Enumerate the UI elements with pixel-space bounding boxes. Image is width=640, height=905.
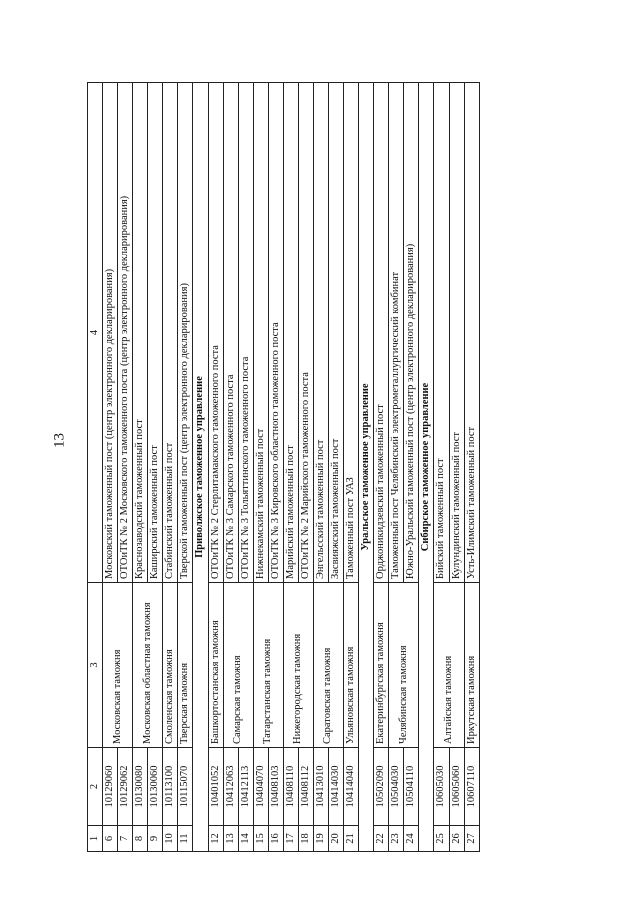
customs-office: Саратовская таможня [313, 583, 343, 748]
customs-post: Московский таможенный пост (центр электронного декларирования) [103, 83, 118, 583]
row-number: 19 [313, 826, 328, 852]
customs-post: Южно-Уральский таможенный пост (центр электронного декларирования) [404, 83, 419, 583]
customs-post: Каширский таможенный пост [148, 83, 163, 583]
page-number: 13 [51, 433, 68, 448]
customs-office: Алтайская таможня [434, 583, 464, 748]
table-body [103, 83, 480, 852]
customs-post: Засвияжский таможенный пост [329, 83, 344, 583]
row-number: 20 [329, 826, 344, 852]
header-col-1: 1 [88, 826, 103, 852]
post-code: 10129062 [118, 748, 133, 826]
post-code: 10504110 [404, 748, 419, 826]
post-code: 10605060 [449, 748, 464, 826]
customs-office: Самарская таможня [223, 583, 253, 748]
header-row [88, 83, 103, 852]
post-code: 10412113 [238, 748, 253, 826]
section-row [193, 83, 208, 852]
row-number: 23 [389, 826, 404, 852]
row-number: 27 [464, 826, 479, 852]
customs-office: Иркутская таможня [464, 583, 479, 748]
post-code: 10414040 [344, 748, 359, 826]
post-code: 10605030 [434, 748, 449, 826]
customs-office: Тверская таможня [178, 583, 193, 748]
row-number: 15 [253, 826, 268, 852]
table-row [283, 83, 298, 852]
customs-post: Орджоникидзевский таможенный пост [374, 83, 389, 583]
row-number: 10 [163, 826, 178, 852]
header-col-3: 3 [88, 583, 103, 748]
table-row [313, 83, 328, 852]
table-row [374, 83, 389, 852]
table-row [389, 83, 404, 852]
customs-post: Бийский таможенный пост [434, 83, 449, 583]
customs-office: Московская таможня [103, 583, 133, 748]
table-row [163, 83, 178, 852]
customs-post: Кулундинский таможенный пост [449, 83, 464, 583]
post-code: 10115070 [178, 748, 193, 826]
table-row [344, 83, 359, 852]
table-row [464, 83, 479, 852]
row-number: 12 [208, 826, 223, 852]
row-number: 6 [103, 826, 118, 852]
post-code: 10414030 [329, 748, 344, 826]
section-row [359, 83, 374, 852]
section-row [419, 83, 434, 852]
customs-post: Энгельсский таможенный пост [313, 83, 328, 583]
post-code: 10504030 [389, 748, 404, 826]
post-code: 10404070 [253, 748, 268, 826]
table-row [208, 83, 223, 852]
customs-office: Московская областная таможня [133, 583, 163, 748]
post-code: 10113100 [163, 748, 178, 826]
post-code: 10130080 [133, 748, 148, 826]
customs-office: Челябинская таможня [389, 583, 419, 748]
customs-office: Екатеринбургская таможня [374, 583, 389, 748]
table-row [253, 83, 268, 852]
section-title: Сибирское таможенное управление [419, 83, 434, 852]
table-row [223, 83, 238, 852]
customs-post: ОТОиТК № 3 Тольяттинского таможенного поста [238, 83, 253, 583]
customs-post: ОТОиТК № 2 Московского таможенного поста (центр электронного декларирования) [118, 83, 133, 583]
row-number: 26 [449, 826, 464, 852]
table-row [103, 83, 118, 852]
customs-posts-table [87, 82, 480, 852]
customs-office: Башкортостанская таможня [208, 583, 223, 748]
post-code: 10129060 [103, 748, 118, 826]
customs-post: Таможенный пост УАЗ [344, 83, 359, 583]
customs-post: Краснозаводский таможенный пост [133, 83, 148, 583]
customs-post: Усть-Илимский таможенный пост [464, 83, 479, 583]
row-number: 21 [344, 826, 359, 852]
header-col-4: 4 [88, 83, 103, 583]
header-col-2: 2 [88, 748, 103, 826]
post-code: 10408103 [268, 748, 283, 826]
customs-post: ОТОиТК № 3 Самарского таможенного поста [223, 83, 238, 583]
row-number: 18 [298, 826, 313, 852]
row-number: 17 [283, 826, 298, 852]
row-number: 13 [223, 826, 238, 852]
row-number: 8 [133, 826, 148, 852]
section-title: Уральское таможенное управление [359, 83, 374, 852]
customs-post: ОТОиТК № 3 Кировского областного таможенного поста [268, 83, 283, 583]
table-row [434, 83, 449, 852]
customs-post: Тверской таможенный пост (центр электронного декларирования) [178, 83, 193, 583]
post-code: 10408110 [283, 748, 298, 826]
row-number: 14 [238, 826, 253, 852]
section-title: Приволжское таможенное управление [193, 83, 208, 852]
row-number: 25 [434, 826, 449, 852]
post-code: 10408112 [298, 748, 313, 826]
row-number: 9 [148, 826, 163, 852]
row-number: 7 [118, 826, 133, 852]
customs-office: Нижегородская таможня [283, 583, 313, 748]
post-code: 10502090 [374, 748, 389, 826]
row-number: 16 [268, 826, 283, 852]
table-row [178, 83, 193, 852]
customs-post: ОТОиТК № 2 Марийского таможенного поста [298, 83, 313, 583]
customs-office: Татарстанская таможня [253, 583, 283, 748]
post-code: 10130060 [148, 748, 163, 826]
customs-post: Стабинский таможенный пост [163, 83, 178, 583]
customs-office: Смоленская таможня [163, 583, 178, 748]
post-code: 10607110 [464, 748, 479, 826]
table-container [87, 82, 640, 844]
customs-post: ОТОиТК № 2 Стерлитамакского таможенного поста [208, 83, 223, 583]
table-row [133, 83, 148, 852]
customs-post: Нижнекамский таможенный пост [253, 83, 268, 583]
row-number: 24 [404, 826, 419, 852]
customs-post: Таможенный пост Челябинский электрометаллургический комбинат [389, 83, 404, 583]
post-code: 10412063 [223, 748, 238, 826]
customs-post: Марийский таможенный пост [283, 83, 298, 583]
row-number: 11 [178, 826, 193, 852]
row-number: 22 [374, 826, 389, 852]
post-code: 10413010 [313, 748, 328, 826]
post-code: 10401052 [208, 748, 223, 826]
customs-office: Ульяновская таможня [344, 583, 359, 748]
